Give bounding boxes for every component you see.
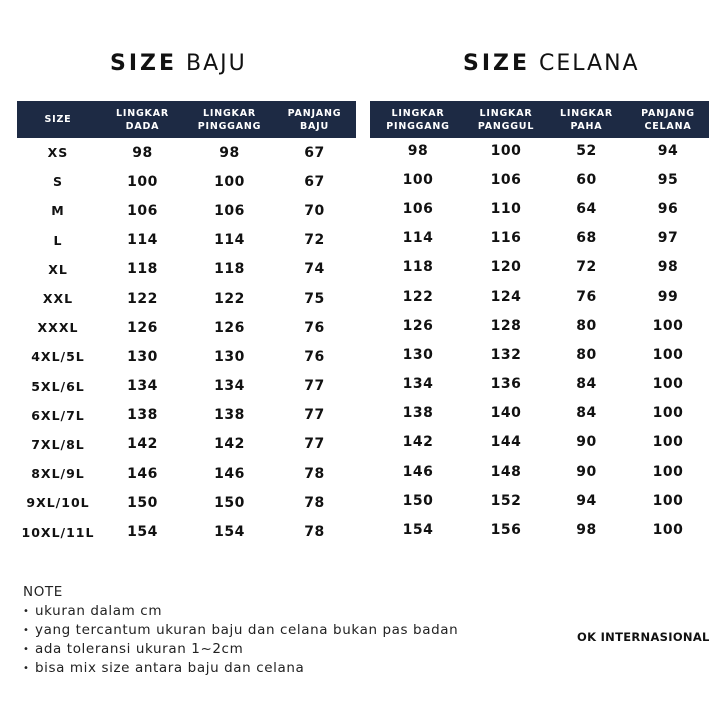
baju-header-text: DADA (125, 120, 160, 132)
table-cell: 84 (576, 376, 597, 393)
table-cell: 138 (402, 405, 434, 422)
celana-header-text: CELANA (644, 120, 692, 132)
baju-title-bold: SIZE (110, 51, 178, 76)
table-row (370, 255, 709, 284)
note-item-text: ada toleransi ukuran 1~2cm (35, 641, 244, 657)
table-cell: 100 (127, 173, 158, 190)
table-cell: 100 (402, 171, 434, 188)
baju-header-cell (186, 101, 273, 138)
table-cell: 146 (402, 463, 434, 480)
table-cell: 138 (127, 407, 158, 424)
table-row (17, 167, 356, 196)
size-label-cell: XL (48, 261, 68, 277)
table-row (370, 342, 709, 371)
table-cell: 114 (214, 232, 245, 249)
table-row (17, 226, 356, 255)
brand-name: OK INTERNASIONAL (577, 630, 710, 644)
table-cell: 126 (402, 317, 434, 334)
bullet-icon: • (23, 606, 30, 617)
table-cell: 90 (576, 434, 597, 451)
table-cell: 100 (652, 376, 684, 393)
table-cell: 97 (657, 230, 679, 247)
table-cell: 146 (127, 465, 158, 482)
table-cell: 64 (576, 200, 597, 217)
table-cell: 142 (214, 436, 245, 453)
table-cell: 77 (304, 378, 325, 395)
table-cell: 128 (490, 317, 522, 334)
table-row (17, 196, 356, 225)
table-cell: 114 (127, 232, 158, 249)
celana-header-cell (370, 101, 466, 138)
baju-header-text: LINGKAR (203, 107, 256, 119)
table-cell: 98 (576, 522, 597, 539)
table-row (17, 517, 356, 546)
table-cell: 68 (576, 230, 597, 247)
baju-header-cell (273, 101, 356, 138)
celana-header-cell (466, 101, 546, 138)
baju-header-row (17, 101, 356, 138)
table-cell: 134 (402, 376, 434, 393)
table-cell: 118 (127, 261, 158, 278)
note-item (23, 640, 563, 659)
table-cell: 116 (490, 230, 522, 247)
note-item (23, 621, 563, 640)
table-cell: 67 (304, 144, 325, 161)
size-label-cell: S (52, 174, 63, 190)
size-label-cell: XXL (42, 291, 74, 307)
celana-header-cell (627, 101, 709, 138)
table-cell: 106 (214, 202, 245, 219)
celana-header-text: LINGKAR (560, 107, 613, 119)
table-cell: 95 (657, 171, 679, 188)
table-cell: 134 (214, 378, 245, 395)
baju-size-table (17, 101, 356, 547)
size-label-cell: XS (47, 145, 69, 161)
table-row (370, 196, 709, 225)
table-cell: 150 (402, 492, 434, 509)
table-cell: 144 (490, 434, 522, 451)
celana-header-text: PANJANG (641, 107, 695, 119)
bullet-icon: • (23, 625, 30, 636)
bullet-icon: • (23, 644, 30, 655)
table-cell: 76 (304, 348, 325, 365)
table-cell: 122 (127, 290, 158, 307)
table-row (370, 488, 709, 517)
table-cell: 156 (490, 522, 522, 539)
table-cell: 100 (652, 463, 684, 480)
table-cell: 122 (214, 290, 245, 307)
table-cell: 118 (402, 259, 434, 276)
table-cell: 100 (652, 405, 684, 422)
size-label-cell: XXXL (37, 320, 79, 336)
table-cell: 90 (576, 463, 597, 480)
table-cell: 99 (657, 288, 679, 305)
celana-title (463, 50, 640, 78)
note-title: NOTE (23, 584, 63, 600)
size-label-cell: M (51, 203, 65, 219)
table-cell: 94 (576, 492, 597, 509)
note-item (23, 659, 563, 678)
table-cell: 98 (219, 144, 240, 161)
table-cell: 72 (304, 232, 325, 249)
table-cell: 130 (214, 348, 245, 365)
table-row (370, 459, 709, 488)
table-cell: 114 (402, 230, 434, 247)
table-cell: 150 (127, 494, 158, 511)
table-cell: 120 (490, 259, 522, 276)
table-cell: 60 (576, 171, 597, 188)
table-cell: 100 (652, 492, 684, 509)
baju-header-cell (17, 101, 99, 138)
size-label-cell: 9XL/10L (26, 495, 90, 511)
table-cell: 78 (304, 465, 325, 482)
table-cell: 96 (657, 200, 679, 217)
note-section (23, 582, 563, 678)
baju-header-text: PANJANG (287, 107, 342, 119)
table-cell: 100 (652, 522, 684, 539)
baju-title-light: BAJU (186, 51, 247, 76)
table-row (370, 138, 709, 167)
note-item-text: yang tercantum ukuran baju dan celana bukan pas badan (35, 622, 459, 638)
table-cell: 78 (304, 494, 325, 511)
table-cell: 76 (576, 288, 597, 305)
table-cell: 152 (490, 492, 522, 509)
table-cell: 67 (304, 173, 325, 190)
baju-header-text: PINGGANG (197, 120, 262, 132)
table-cell: 100 (652, 346, 684, 363)
celana-header-row (370, 101, 709, 138)
baju-header-text: LINGKAR (116, 107, 169, 119)
table-row (17, 138, 356, 167)
table-row (17, 284, 356, 313)
table-cell: 154 (402, 522, 434, 539)
table-cell: 98 (407, 142, 429, 159)
table-row (17, 255, 356, 284)
table-row (17, 372, 356, 401)
baju-table-body (17, 138, 356, 547)
note-list (23, 602, 563, 678)
table-cell: 98 (657, 259, 679, 276)
table-row (17, 430, 356, 459)
celana-header-text: LINGKAR (391, 107, 445, 119)
table-cell: 142 (402, 434, 434, 451)
table-cell: 70 (304, 202, 325, 219)
table-cell: 124 (490, 288, 522, 305)
table-cell: 110 (490, 200, 522, 217)
table-cell: 142 (127, 436, 158, 453)
baju-header-cell (99, 101, 186, 138)
size-label-cell: 6XL/7L (31, 407, 85, 423)
table-cell: 154 (214, 524, 245, 541)
table-row (17, 459, 356, 488)
note-item-text: ukuran dalam cm (35, 603, 163, 619)
table-row (370, 517, 709, 546)
table-cell: 106 (490, 171, 522, 188)
table-cell: 122 (402, 288, 434, 305)
table-cell: 154 (127, 524, 158, 541)
table-cell: 94 (657, 142, 679, 159)
celana-size-table (370, 101, 709, 547)
size-label-cell: 7XL/8L (31, 436, 85, 452)
table-cell: 106 (402, 200, 434, 217)
table-cell: 78 (304, 524, 325, 541)
table-cell: 77 (304, 436, 325, 453)
table-row (370, 401, 709, 430)
table-cell: 138 (214, 407, 245, 424)
bullet-icon: • (23, 663, 30, 674)
table-cell: 74 (304, 261, 325, 278)
table-cell: 130 (127, 348, 158, 365)
table-row (370, 430, 709, 459)
table-cell: 148 (490, 463, 522, 480)
table-cell: 75 (304, 290, 325, 307)
table-row (370, 284, 709, 313)
table-cell: 132 (490, 346, 522, 363)
table-cell: 100 (490, 142, 522, 159)
size-label-cell: 10XL/11L (21, 524, 95, 540)
table-cell: 126 (127, 319, 158, 336)
table-row (17, 342, 356, 371)
table-cell: 80 (576, 317, 597, 334)
table-cell: 72 (576, 259, 597, 276)
baju-header-text: BAJU (299, 120, 330, 132)
table-cell: 136 (490, 376, 522, 393)
table-row (17, 401, 356, 430)
table-row (17, 313, 356, 342)
table-cell: 130 (402, 346, 434, 363)
table-cell: 98 (132, 144, 153, 161)
celana-header-text: PAHA (570, 120, 603, 132)
table-cell: 100 (652, 434, 684, 451)
celana-header-cell (546, 101, 627, 138)
table-cell: 146 (214, 465, 245, 482)
table-cell: 126 (214, 319, 245, 336)
table-cell: 52 (576, 142, 597, 159)
celana-table-body (370, 138, 709, 547)
table-cell: 77 (304, 407, 325, 424)
table-row (370, 313, 709, 342)
note-item-text: bisa mix size antara baju dan celana (35, 660, 305, 676)
table-cell: 76 (304, 319, 325, 336)
celana-title-bold: SIZE (463, 51, 531, 76)
table-cell: 118 (214, 261, 245, 278)
size-label-cell: 5XL/6L (31, 378, 85, 394)
table-cell: 80 (576, 346, 597, 363)
table-cell: 134 (127, 378, 158, 395)
table-cell: 106 (127, 202, 158, 219)
table-row (17, 488, 356, 517)
table-cell: 140 (490, 405, 522, 422)
table-cell: 84 (576, 405, 597, 422)
baju-title (110, 50, 247, 78)
note-item (23, 602, 563, 621)
baju-header-text: SIZE (44, 114, 72, 125)
celana-header-text: PANGGUL (477, 120, 535, 132)
size-label-cell: L (53, 232, 63, 248)
table-cell: 150 (214, 494, 245, 511)
celana-header-text: LINGKAR (479, 107, 533, 119)
celana-header-text: PINGGANG (386, 120, 450, 132)
size-label-cell: 8XL/9L (31, 466, 85, 482)
celana-title-light: CELANA (539, 51, 640, 76)
table-row (370, 372, 709, 401)
table-cell: 100 (652, 317, 684, 334)
size-label-cell: 4XL/5L (31, 349, 85, 365)
table-row (370, 226, 709, 255)
table-row (370, 167, 709, 196)
table-cell: 100 (214, 173, 245, 190)
